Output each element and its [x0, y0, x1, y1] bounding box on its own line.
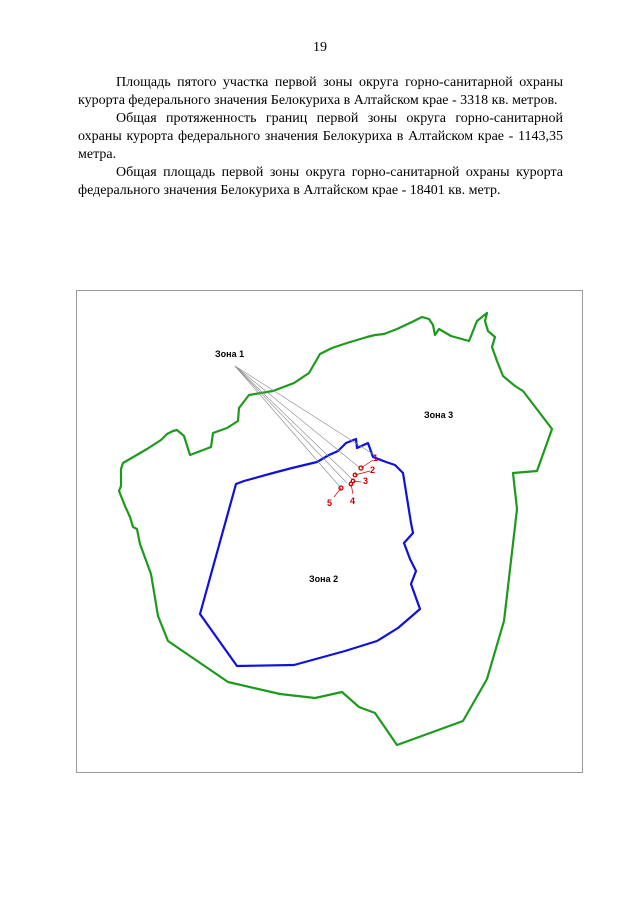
zone1-leader-lines: [235, 366, 379, 488]
zone1-label: Зона 1: [215, 349, 245, 359]
body-text: [78, 74, 563, 200]
paragraph-boundary-length: Общая протяженность границ первой зоны округа горно-санитарной охраны курорта федерального значения Белокуриха в Алтайском крае - 1143,35 метра.: [78, 111, 563, 162]
paragraph-area-site-5: Площадь пятого участка первой зоны округа горно-санитарной охраны курорта федерального значения Белокуриха в Алтайском крае - 3318 кв. метров.: [78, 75, 563, 108]
zone-map: [76, 290, 583, 773]
zone-map-drawing: [77, 291, 584, 774]
zone3-boundary: [119, 313, 552, 745]
site-number-1: 1: [373, 453, 379, 463]
site-number-2: 2: [370, 465, 376, 475]
zone2-boundary: [200, 439, 420, 666]
zone3-label: Зона 3: [424, 410, 454, 420]
site-number-5: 5: [327, 498, 333, 508]
zone2-label: Зона 2: [309, 574, 339, 584]
page-number: 19: [313, 40, 327, 55]
site-number-3: 3: [363, 476, 369, 486]
site-pointer-2: [355, 471, 370, 475]
site-number-4: 4: [350, 496, 356, 506]
paragraph-total-area: Общая площадь первой зоны округа горно-санитарной охраны курорта федерального значения Белокуриха в Алтайском крае - 18401 кв. метр.: [78, 165, 563, 198]
leader-line-1: [235, 366, 376, 456]
site-pointer-5: [334, 488, 341, 497]
